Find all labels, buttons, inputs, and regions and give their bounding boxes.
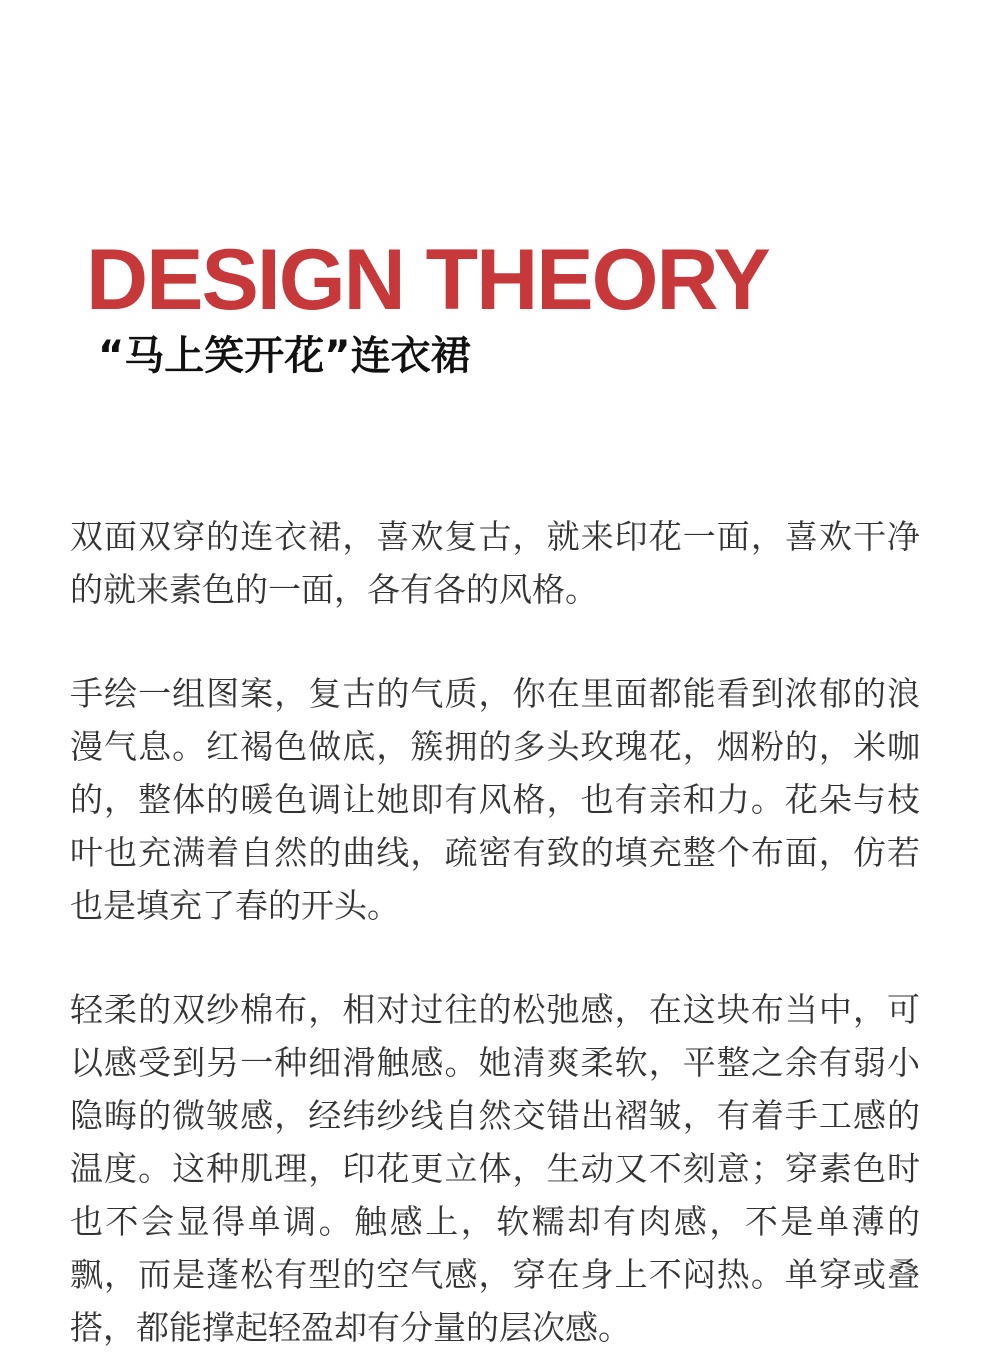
paragraph-pattern: 手绘一组图案，复古的气质，你在里面都能看到浓郁的浪漫气息。红褐色做底，簇拥的多头玫瑰花，烟粉的，米咖的，整体的暖色调让她即有风格，也有亲和力。花朵与枝叶也充满着自然的曲线，疏密有致的填充整个布面，仿若也是填充了春的开头。: [70, 674, 920, 925]
article-body: [70, 510, 920, 1354]
paragraph-fabric: 轻柔的双纱棉布，相对过往的松弛感，在这块布当中，可以感受到另一种细滑触感。她清爽柔软，平整之余有弱小隐晦的微皱感，经纬纱线自然交错出褶皱，有着手工感的温度。这种肌理，印花更立体，生动又不刻意；穿素色时也不会显得单调。触感上，软糯却有肉感，不是单薄的飘，而是蓬松有型的空气感，穿在身上不闷热。单穿或叠搭，都能撑起轻盈却有分量的层次感。: [70, 990, 920, 1347]
paragraph-intro: 双面双穿的连衣裙，喜欢复古，就来印花一面，喜欢干净的就来素色的一面，各有各的风格。: [70, 517, 920, 609]
page-title: DESIGN THEORY: [86, 232, 769, 328]
product-subtitle: “马上笑开花”连衣裙: [98, 333, 471, 379]
